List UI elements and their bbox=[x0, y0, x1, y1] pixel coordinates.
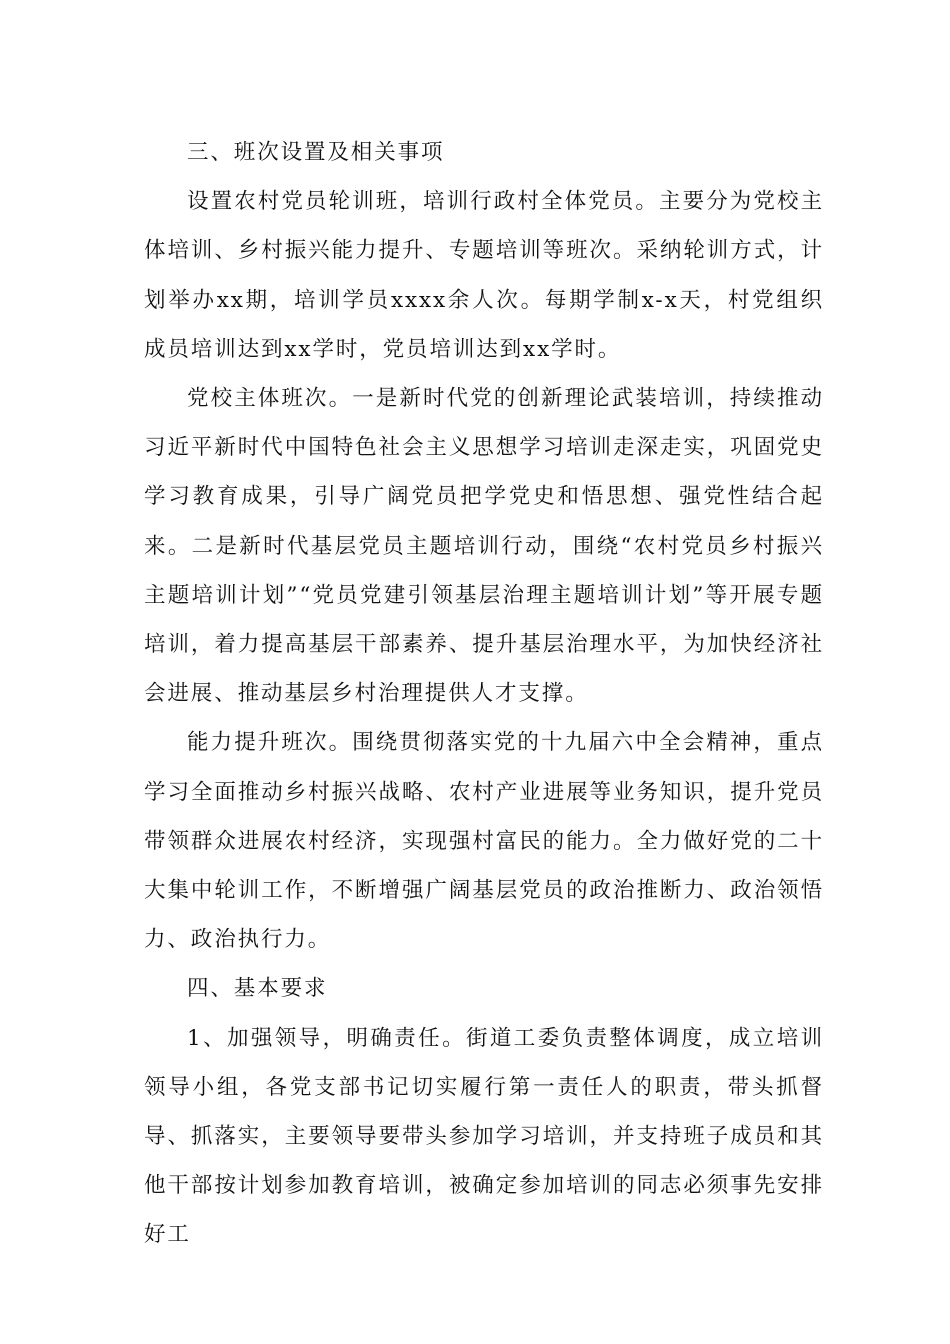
section-heading-4: 四、基本要求 bbox=[187, 976, 328, 1002]
document-body bbox=[144, 128, 824, 1260]
paragraph-capability-classes: 能力提升班次。围绕贯彻落实党的十九届六中全会精神，重点学习全面推动乡村振兴战略、农村产业进展等业务知识，提升党员带领群众进展农村经济，实现强村富民的能力。全力做好党的二十大集中轮训工作，不断增强广阔基层党员的政治推断力、政治领悟力、政治执行力。 bbox=[144, 730, 824, 953]
paragraph-class-setup: 设置农村党员轮训班，培训行政村全体党员。主要分为党校主体培训、乡村振兴能力提升、专题培训等班次。采纳轮训方式，计划举办xx期，培训学员xxxx余人次。每期学制x-x天，村党组织成员培训达到xx学时，党员培训达到xx学时。 bbox=[144, 189, 824, 362]
section-heading-3: 三、班次设置及相关事项 bbox=[187, 140, 445, 165]
paragraph-leadership-responsibility: 1、加强领导，明确责任。街道工委负责整体调度，成立培训领导小组，各党支部书记切实履行第一责任人的职责，带头抓督导、抓落实，主要领导要带头参加学习培训，并支持班子成员和其他干部按计划参加教育培训，被确定参加培训的同志必须事先安排好工 bbox=[144, 1025, 824, 1248]
paragraph-party-school-classes: 党校主体班次。一是新时代党的创新理论武装培训，持续推动习近平新时代中国特色社会主义思想学习培训走深走实，巩固党史学习教育成果，引导广阔党员把学党史和悟思想、强党性结合起来。二是新时代基层党员主题培训行动，围绕“农村党员乡村振兴主题培训计划”“党员党建引领基层治理主题培训计划”等开展专题培训，着力提高基层干部素养、提升基层治理水平，为加快经济社会进展、推动基层乡村治理提供人才支撑。 bbox=[144, 386, 824, 707]
